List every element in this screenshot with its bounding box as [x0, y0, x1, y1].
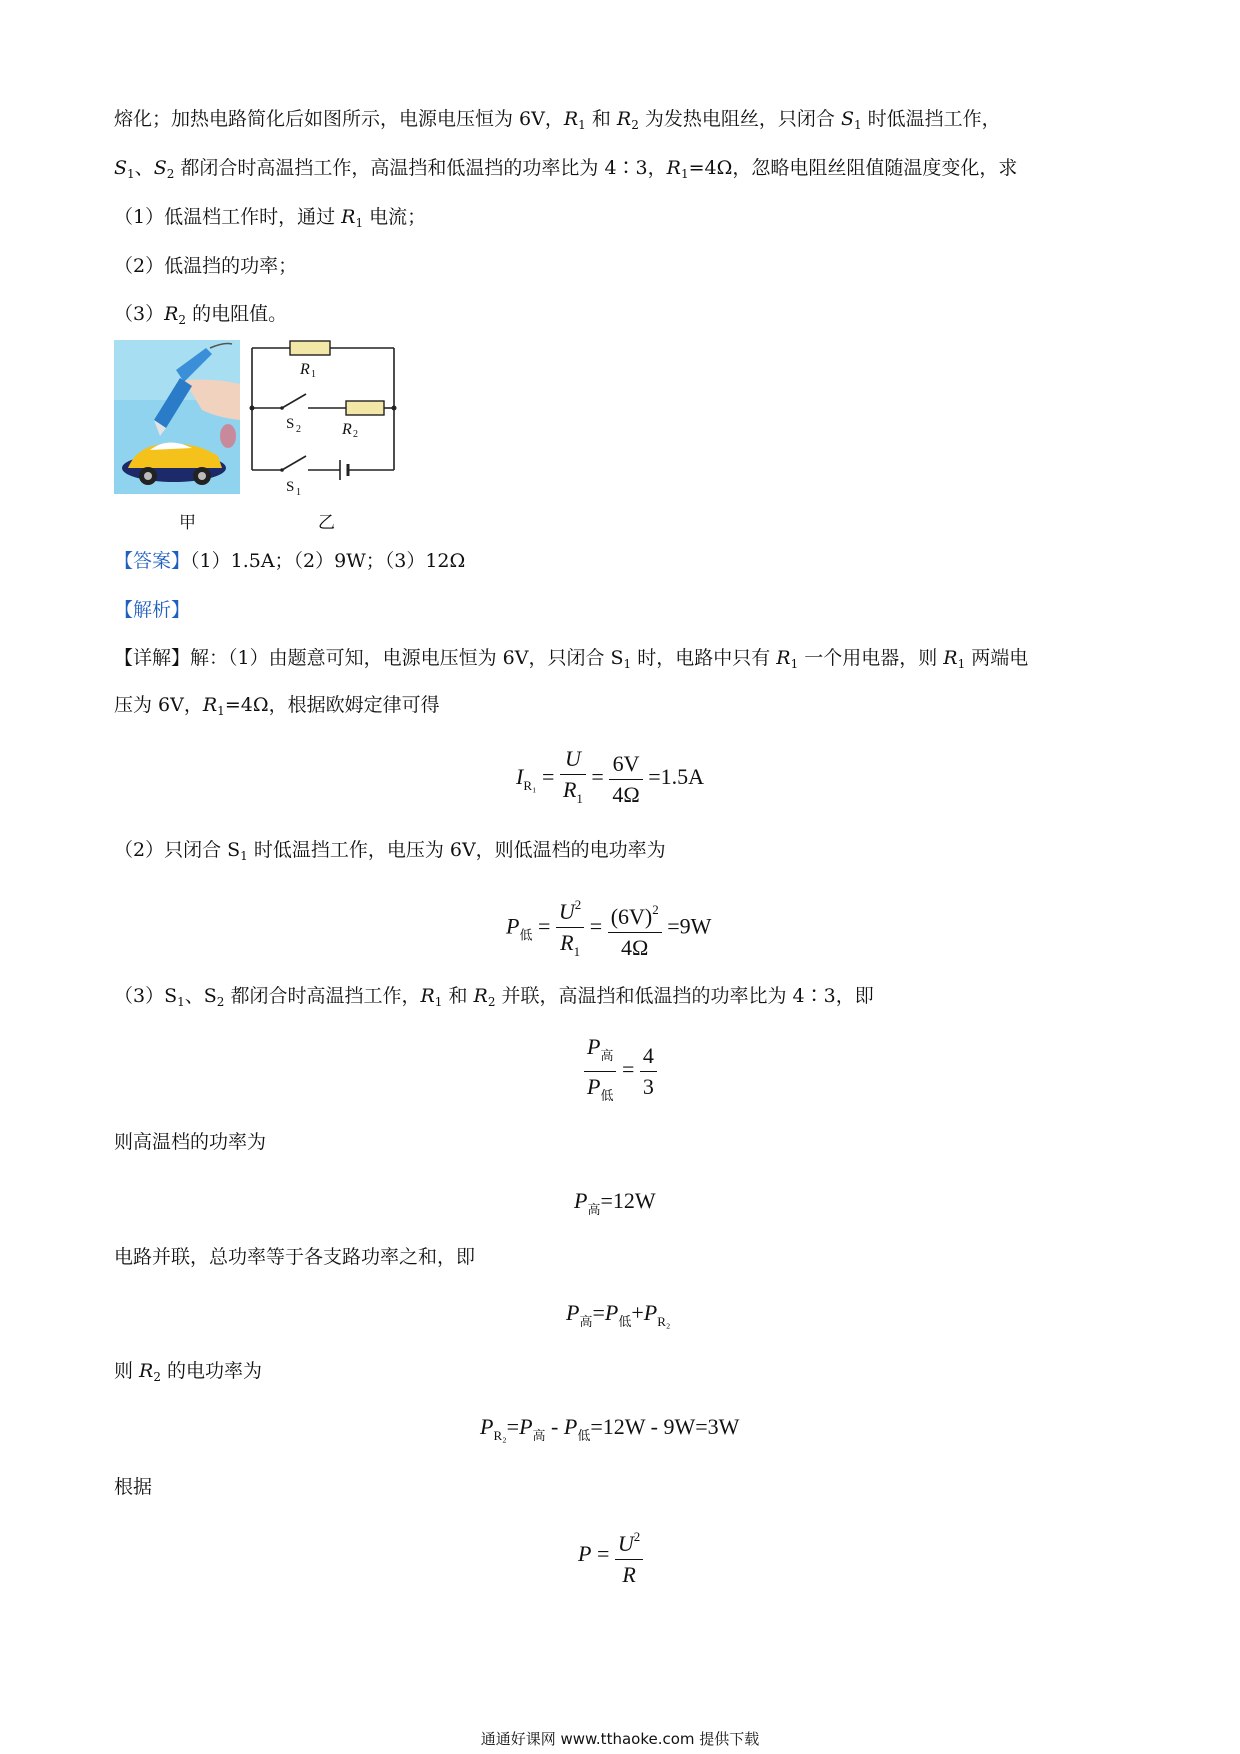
text: 时，电路中只有 — [631, 647, 777, 669]
op: = — [591, 764, 604, 790]
problem-line-2 — [114, 155, 1017, 187]
equation-4 — [574, 1188, 656, 1218]
sub: 高 — [532, 1428, 546, 1443]
sub: 高 — [587, 1202, 601, 1217]
analysis-label: 【解析】 — [114, 599, 191, 621]
result: =9W — [667, 913, 712, 939]
detail-label: 【详解】 — [114, 647, 191, 669]
pen-photo-illustration — [114, 340, 240, 494]
op: = — [506, 1414, 520, 1439]
text: （2）只闭合 S — [114, 839, 241, 861]
var: P — [604, 1300, 619, 1325]
sub: 1 — [680, 167, 689, 181]
var: S — [840, 108, 854, 130]
circuit-diagram — [248, 336, 398, 506]
sub: 低 — [618, 1314, 632, 1329]
label-r1-sub: 1 — [311, 369, 316, 380]
numerator: (6V) — [610, 903, 653, 929]
equation-1 — [516, 744, 704, 814]
sub: 2 — [487, 995, 496, 1009]
sub: 2 — [153, 1370, 161, 1384]
sub: 2 — [216, 995, 225, 1009]
sub: 高 — [600, 1048, 614, 1063]
text: （3）S — [114, 985, 178, 1007]
result: =1.5A — [648, 764, 704, 790]
label-r1: R — [300, 361, 310, 378]
op: - — [545, 1414, 564, 1439]
var: P — [574, 1188, 588, 1213]
label-r2: R — [342, 421, 352, 438]
text: 、 — [134, 157, 154, 179]
text: 时低温挡工作， — [861, 108, 1001, 130]
detail-paragraph-3 — [114, 983, 874, 1015]
op: = — [621, 1056, 635, 1082]
var: S — [114, 157, 128, 179]
text: 解：（1）由题意可知，电源电压恒为 6V，只闭合 S — [190, 647, 624, 669]
sub: 1 — [573, 944, 581, 959]
fraction — [560, 744, 586, 814]
detail-paragraph-4: 则高温档的功率为 — [114, 1131, 267, 1153]
result: =12W — [600, 1188, 656, 1213]
denominator: R — [560, 930, 574, 955]
sub: 1 — [623, 657, 632, 671]
label-r2-sub: 2 — [353, 429, 358, 440]
sub: 1 — [355, 216, 364, 230]
sub: 1 — [853, 118, 862, 132]
var: R — [420, 985, 435, 1007]
question-1 — [114, 204, 426, 236]
label-s2: S — [286, 416, 295, 432]
sub: 1 — [240, 849, 248, 863]
fraction — [609, 749, 642, 810]
text: 时低温挡工作，电压为 6V，则低温档的电功率为 — [247, 839, 666, 861]
var: R — [473, 985, 488, 1007]
text: 两端电 — [965, 647, 1029, 669]
var: P — [480, 1414, 494, 1439]
text: 压为 6V， — [114, 694, 203, 716]
sub: 1 — [578, 118, 586, 132]
numerator: P — [587, 1034, 601, 1059]
fraction — [615, 1522, 643, 1590]
var: R — [164, 303, 179, 325]
label-s1-sub: 1 — [296, 487, 301, 498]
fraction — [608, 895, 662, 963]
var: P — [519, 1414, 533, 1439]
sub: 1 — [957, 657, 966, 671]
var: R — [943, 647, 958, 669]
sub: 低 — [519, 927, 533, 943]
fraction — [584, 1032, 616, 1111]
denominator: 4Ω — [621, 934, 649, 960]
text: 并联，高温挡和低温挡的功率比为 4∶3，即 — [495, 985, 874, 1007]
var: R — [202, 694, 218, 716]
detail-paragraph-7: 根据 — [114, 1476, 153, 1498]
detail-line-1 — [114, 645, 1028, 677]
junction-left-icon — [250, 406, 255, 411]
text: 一个用电器，则 — [798, 647, 944, 669]
text: 熔化；加热电路简化后如图所示，电源电压恒为 6V， — [114, 108, 564, 130]
equation-3 — [584, 1032, 657, 1111]
figure-caption-yi: 乙 — [318, 513, 335, 533]
var: P — [566, 1300, 580, 1325]
equation-5 — [566, 1300, 670, 1330]
detail-line-2 — [114, 692, 440, 724]
var: I — [516, 764, 524, 790]
text: 的电功率为 — [161, 1360, 263, 1382]
equation-6 — [480, 1414, 739, 1444]
figure-caption-jia: 甲 — [179, 513, 196, 533]
question-2: （2）低温挡的功率； — [114, 255, 298, 277]
sub: 2 — [631, 118, 639, 132]
text: =4Ω，忽略电阻丝阻值随温度变化，求 — [688, 157, 1018, 179]
sub: 1 — [127, 167, 135, 181]
op: = — [542, 764, 555, 790]
sub: 高 — [579, 1314, 593, 1329]
text: （3） — [114, 303, 165, 325]
detail-paragraph-2 — [114, 837, 666, 869]
fraction — [556, 890, 584, 967]
page-footer: 通通好课网 www.tthaoke.com 提供下载 — [480, 1730, 760, 1748]
sub: R₂ — [657, 1314, 671, 1329]
sub: 1 — [434, 995, 443, 1009]
sub: R₂ — [493, 1428, 507, 1443]
sub: 1 — [576, 791, 583, 806]
text: 和 — [585, 108, 617, 130]
denominator: P — [587, 1074, 601, 1099]
label-s2-sub: 2 — [296, 424, 301, 435]
sub: 2 — [166, 167, 175, 181]
text: 、S — [184, 985, 217, 1007]
resistor-r2-icon — [346, 401, 384, 415]
var: R — [666, 157, 681, 179]
text: 的电阻值。 — [186, 303, 288, 325]
sub: R₁ — [523, 778, 537, 794]
sup: 2 — [652, 901, 659, 917]
result: =12W - 9W=3W — [590, 1414, 740, 1439]
numerator: U — [617, 1531, 634, 1556]
sup: 2 — [574, 897, 582, 912]
var: R — [139, 1360, 154, 1382]
fraction — [640, 1041, 657, 1102]
text: 电流； — [363, 206, 427, 228]
numerator: U — [560, 744, 586, 775]
answer-label: 【答案】 — [114, 550, 191, 572]
text: 都闭合时高温挡工作， — [224, 985, 421, 1007]
detail-paragraph-5: 电路并联，总功率等于各支路功率之和，即 — [114, 1246, 476, 1268]
denominator: R — [562, 777, 577, 802]
var: R — [616, 108, 632, 130]
text: 都闭合时高温挡工作，高温挡和低温挡的功率比为 4∶3， — [174, 157, 667, 179]
equation-2 — [506, 890, 711, 967]
sub: 低 — [577, 1428, 591, 1443]
text: 为发热电阻丝，只闭合 — [638, 108, 841, 130]
var: P — [578, 1541, 592, 1567]
detail-paragraph-6 — [114, 1358, 262, 1390]
var: P — [506, 913, 520, 939]
switch-pivot-icon — [280, 406, 284, 410]
var: R — [776, 647, 791, 669]
sub: 低 — [600, 1088, 614, 1103]
op: = — [537, 913, 551, 939]
op: = — [589, 913, 603, 939]
var: R — [341, 206, 356, 228]
numerator: 6V — [609, 749, 642, 780]
question-3 — [114, 301, 287, 333]
var: P — [563, 1414, 578, 1439]
switch-pivot-icon — [280, 468, 284, 472]
text: （1）低温档工作时，通过 — [114, 206, 342, 228]
problem-line-1 — [114, 106, 1001, 138]
denominator: 4Ω — [612, 781, 640, 807]
var: R — [563, 108, 579, 130]
numerator: 4 — [640, 1041, 657, 1072]
text: =4Ω，根据欧姆定律可得 — [224, 694, 440, 716]
sub: 2 — [178, 313, 187, 327]
pen-photo — [114, 340, 240, 494]
sub: 1 — [177, 995, 185, 1009]
text: 则 — [114, 1360, 140, 1382]
sub: 1 — [790, 657, 799, 671]
resistor-r1-icon — [290, 341, 330, 355]
text: 和 — [442, 985, 474, 1007]
label-s1: S — [286, 479, 295, 495]
sub: 1 — [217, 704, 225, 718]
junction-right-icon — [392, 406, 397, 411]
answer-line — [114, 548, 465, 574]
op: = — [596, 1541, 615, 1567]
switch-s1-icon — [282, 456, 306, 470]
equation-7 — [578, 1522, 643, 1590]
denominator: 3 — [642, 1074, 654, 1099]
op: + — [631, 1300, 644, 1325]
numerator: U — [558, 899, 575, 924]
switch-s2-icon — [282, 394, 306, 408]
var: S — [153, 157, 167, 179]
var: P — [643, 1300, 658, 1325]
op: = — [592, 1300, 605, 1325]
answer-text: （1）1.5A；（2）9W；（3）12Ω — [190, 550, 466, 572]
sup: 2 — [633, 1529, 641, 1544]
denominator: R — [622, 1562, 636, 1587]
